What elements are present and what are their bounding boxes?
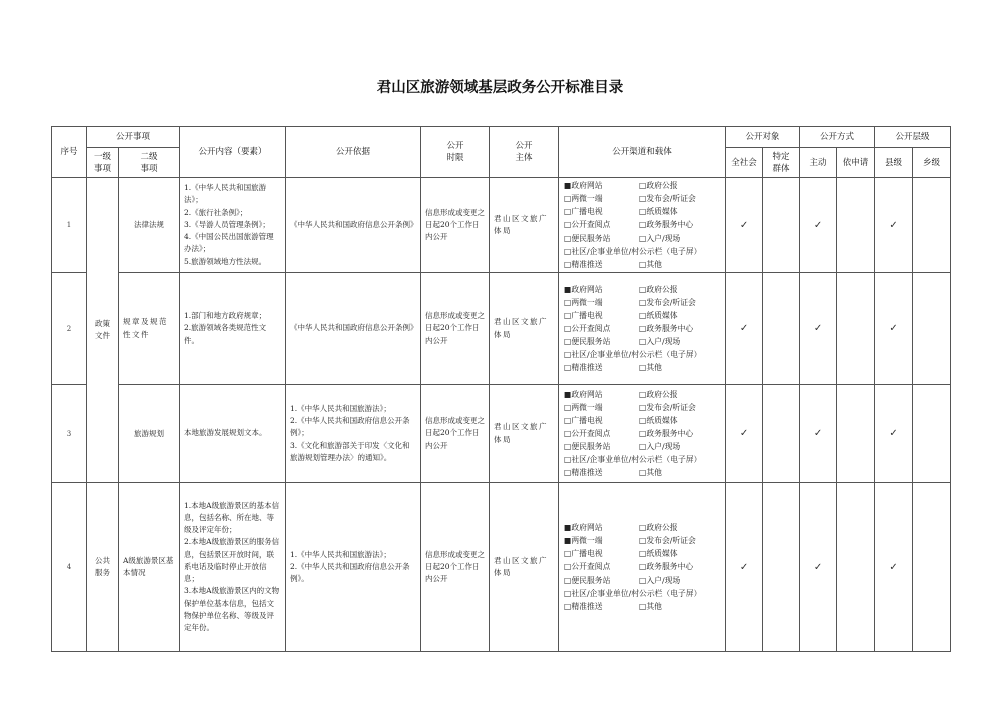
checkbox-icon: □	[564, 194, 572, 204]
channel-option-label: 公开查阅点	[571, 562, 611, 572]
check-mark	[837, 385, 875, 483]
row-level2: 法律法规	[119, 178, 180, 273]
checkbox-icon: □	[639, 536, 647, 546]
row-time: 信息形成或变更之日起20个工作日内公开	[421, 273, 490, 385]
checkbox-icon: □	[564, 337, 572, 347]
checkbox-icon: □	[564, 442, 572, 452]
channel-option-label: 广播电视	[571, 310, 603, 320]
row-basis: 1.《中华人民共和国旅游法》； 2.《中华人民共和国政府信息公开条例》。	[286, 483, 421, 652]
channel-option-line	[564, 600, 722, 613]
row-subject: 君山区文旅广体局	[490, 483, 559, 652]
channel-option-label: 政府网站	[571, 181, 603, 191]
check-mark	[837, 273, 875, 385]
channel-option-label: 社区/企事业单位/村公示栏（电子屏）	[571, 350, 702, 360]
channel-option	[564, 560, 639, 573]
channel-option-label: 两微一端	[571, 194, 603, 204]
channel-option	[564, 322, 639, 335]
channel-option-label: 公开查阅点	[571, 220, 611, 230]
channel-option-line	[564, 440, 722, 453]
check-mark: ✓	[875, 178, 913, 273]
checkbox-icon: □	[639, 415, 647, 425]
checkbox-icon: □	[639, 523, 647, 533]
channel-option	[564, 547, 639, 560]
check-mark	[913, 385, 951, 483]
channel-option-label: 政府网站	[571, 389, 603, 399]
checkbox-icon: □	[564, 310, 572, 320]
check-mark	[913, 273, 951, 385]
header-subject: 公开主体	[490, 127, 559, 178]
check-mark	[837, 178, 875, 273]
checkbox-icon: □	[639, 562, 647, 572]
channel-option-label: 公开查阅点	[571, 323, 611, 333]
check-mark: ✓	[726, 483, 763, 652]
channel-option-label: 两微一端	[571, 402, 603, 412]
checkbox-icon: □	[639, 575, 647, 585]
checkbox-icon: □	[639, 233, 647, 243]
header-mode: 公开方式	[800, 127, 875, 148]
channel-option-line	[564, 322, 722, 335]
checkbox-icon: □	[639, 181, 647, 191]
channel-option-line	[564, 534, 722, 547]
check-mark	[837, 483, 875, 652]
channel-option-label: 发布会/听证会	[646, 536, 696, 546]
header-target-specific: 特定群体	[763, 148, 800, 178]
channel-option-line	[564, 521, 722, 534]
checkbox-icon: □	[564, 297, 572, 307]
channel-option-label: 政府网站	[571, 284, 603, 294]
row-subject: 君山区文旅广体局	[490, 273, 559, 385]
channel-option-line	[564, 560, 722, 573]
check-mark	[913, 483, 951, 652]
row-basis: 1.《中华人民共和国旅游法》； 2.《中华人民共和国政府信息公开条例》； 3.《文化和旅游部关于印发〈文化和旅游规划管理办法〉的通知》。	[286, 385, 421, 483]
table-row	[52, 385, 951, 483]
header-channel: 公开渠道和载体	[559, 127, 726, 178]
channel-option-label: 入户/现场	[646, 337, 681, 347]
row-seq: 4	[52, 483, 87, 652]
header-seq: 序号	[52, 127, 87, 178]
channel-option	[564, 335, 639, 348]
row-time: 信息形成或变更之日起20个工作日内公开	[421, 483, 490, 652]
channel-option	[639, 322, 693, 335]
channel-option	[564, 232, 639, 245]
checkbox-icon: □	[564, 428, 572, 438]
check-mark	[913, 178, 951, 273]
checkbox-icon: □	[639, 468, 647, 478]
channel-option	[639, 401, 696, 414]
table-row	[52, 483, 951, 652]
channel-list	[559, 178, 726, 273]
channel-option	[639, 232, 680, 245]
checkbox-icon: □	[639, 207, 647, 217]
check-mark: ✓	[726, 178, 763, 273]
checkbox-icon: □	[564, 259, 572, 269]
checkbox-icon: □	[639, 442, 647, 452]
channel-option-label: 其他	[646, 259, 662, 269]
channel-option	[639, 258, 662, 271]
checkbox-icon: □	[564, 601, 572, 611]
channel-option-line	[564, 414, 722, 427]
channel-option-label: 入户/现场	[646, 442, 681, 452]
channel-option	[564, 600, 639, 613]
channel-option-line	[564, 179, 722, 192]
channel-option	[564, 192, 639, 205]
check-mark: ✓	[800, 178, 837, 273]
channel-option	[639, 388, 678, 401]
channel-option	[639, 427, 693, 440]
row-level1: 公共服务	[87, 483, 119, 652]
checkbox-icon: □	[639, 549, 647, 559]
channel-option-label: 纸质媒体	[646, 310, 678, 320]
channel-option	[639, 205, 678, 218]
channel-option	[639, 296, 696, 309]
checkbox-icon: □	[639, 363, 647, 373]
checkbox-icon: □	[639, 194, 647, 204]
row-content: 1.《中华人民共和国旅游法》； 2.《旅行社条例》； 3.《导游人员管理条例》； 4.《中国公民出国旅游管理办法》； 5.旅游领域地方性法规。	[180, 178, 286, 273]
header-basis: 公开依据	[286, 127, 421, 178]
checkbox-icon: □	[639, 284, 647, 294]
header-time: 公开时限	[421, 127, 490, 178]
channel-option-label: 其他	[646, 363, 662, 373]
channel-option-label: 其他	[646, 601, 662, 611]
channel-option	[564, 245, 701, 258]
checkbox-icon: □	[564, 350, 572, 360]
channel-option-label: 广播电视	[571, 415, 603, 425]
channel-option-label: 入户/现场	[646, 233, 681, 243]
checkbox-icon: □	[639, 389, 647, 399]
channel-option-line	[564, 335, 722, 348]
channel-option-label: 精准推送	[571, 468, 603, 478]
checkbox-icon: ■	[564, 523, 572, 533]
channel-option	[564, 258, 639, 271]
checkbox-icon: □	[564, 415, 572, 425]
catalog-table	[51, 126, 951, 652]
checkbox-icon: ■	[564, 284, 572, 294]
row-content: 1.本地A级旅游景区的基本信息，包括名称、所在地、等级及评定年份； 2.本地A级旅游景区的服务信息，包括景区开放时间，联系电话及临时停止开放信息； 3.本地A级旅游景区内的文物保护单位基本信息，包括文物保护单位名称、等级及评定年份。	[180, 483, 286, 652]
checkbox-icon: □	[564, 363, 572, 373]
channel-option-label: 政府公报	[646, 389, 678, 399]
checkbox-icon: □	[639, 428, 647, 438]
channel-option	[564, 401, 639, 414]
channel-option-label: 政府公报	[646, 284, 678, 294]
checkbox-icon: □	[564, 207, 572, 217]
header-level-township: 乡级	[913, 148, 951, 178]
checkbox-icon: □	[564, 562, 572, 572]
checkbox-icon: □	[564, 220, 572, 230]
channel-option	[639, 335, 680, 348]
row-time: 信息形成或变更之日起20个工作日内公开	[421, 385, 490, 483]
row-time: 信息形成或变更之日起20个工作日内公开	[421, 178, 490, 273]
channel-option	[564, 427, 639, 440]
checkbox-icon: □	[564, 575, 572, 585]
checkbox-icon: □	[564, 323, 572, 333]
channel-option-label: 广播电视	[571, 207, 603, 217]
checkbox-icon: □	[639, 323, 647, 333]
channel-option-label: 广播电视	[571, 549, 603, 559]
channel-option	[639, 534, 696, 547]
channel-option-line	[564, 232, 722, 245]
row-content: 本地旅游发展规划文本。	[180, 385, 286, 483]
channel-option-line	[564, 388, 722, 401]
header-level1: 一级事项	[87, 148, 119, 178]
channel-option-line	[564, 245, 722, 258]
checkbox-icon: □	[564, 549, 572, 559]
channel-option	[639, 283, 678, 296]
channel-option-checked	[564, 179, 639, 192]
channel-option-line	[564, 547, 722, 560]
row-level2: A级旅游景区基本情况	[119, 483, 180, 652]
channel-option-line	[564, 309, 722, 322]
checkbox-icon: ■	[564, 181, 572, 191]
check-mark: ✓	[800, 483, 837, 652]
channel-option-label: 两微一端	[571, 297, 603, 307]
header-mode-active: 主动	[800, 148, 837, 178]
row-content: 1.部门和地方政府规章； 2.旅游领域各类规范性文件。	[180, 273, 286, 385]
channel-option	[564, 414, 639, 427]
channel-option	[564, 348, 701, 361]
channel-option	[639, 309, 678, 322]
checkbox-icon: □	[639, 310, 647, 320]
channel-option-line	[564, 466, 722, 479]
check-mark: ✓	[800, 273, 837, 385]
channel-option	[564, 309, 639, 322]
row-level2: 规章及规范性文件	[119, 273, 180, 385]
channel-option	[564, 440, 639, 453]
channel-option-label: 便民服务站	[571, 575, 611, 585]
row-seq: 2	[52, 273, 87, 385]
header-level2: 二级事项	[119, 148, 180, 178]
checkbox-icon: □	[564, 233, 572, 243]
check-mark: ✓	[726, 273, 763, 385]
channel-option	[639, 600, 662, 613]
check-mark: ✓	[875, 483, 913, 652]
header-target-all: 全社会	[726, 148, 763, 178]
channel-option-label: 精准推送	[571, 363, 603, 373]
channel-option-label: 入户/现场	[646, 575, 681, 585]
row-subject: 君山区文旅广体局	[490, 385, 559, 483]
checkbox-icon: □	[639, 402, 647, 412]
check-mark	[763, 385, 800, 483]
header-level-county: 县级	[875, 148, 913, 178]
channel-option-label: 便民服务站	[571, 442, 611, 452]
checkbox-icon: □	[564, 455, 572, 465]
channel-option	[639, 179, 678, 192]
channel-option	[639, 560, 693, 573]
channel-option-label: 纸质媒体	[646, 415, 678, 425]
channel-option-line	[564, 401, 722, 414]
channel-option-line	[564, 218, 722, 231]
checkbox-icon: □	[564, 588, 572, 598]
channel-option-label: 便民服务站	[571, 337, 611, 347]
row-level1: 政策文件	[87, 178, 119, 483]
channel-option-label: 政府公报	[646, 523, 678, 533]
channel-option	[639, 547, 678, 560]
channel-option-label: 社区/企事业单位/村公示栏（电子屏）	[571, 455, 702, 465]
channel-option-label: 两微一端	[571, 536, 603, 546]
channel-option-line	[564, 205, 722, 218]
checkbox-icon: ■	[564, 389, 572, 399]
channel-option-label: 政务服务中心	[646, 323, 694, 333]
check-mark: ✓	[726, 385, 763, 483]
channel-option-label: 纸质媒体	[646, 549, 678, 559]
checkbox-icon: □	[564, 468, 572, 478]
channel-option	[564, 466, 639, 479]
channel-option	[639, 574, 680, 587]
channel-option-label: 发布会/听证会	[646, 402, 696, 412]
channel-option-checked	[564, 388, 639, 401]
channel-option-line	[564, 453, 722, 466]
header-target: 公开对象	[726, 127, 800, 148]
channel-option	[564, 218, 639, 231]
channel-option-label: 政府网站	[571, 523, 603, 533]
checkbox-icon: □	[639, 220, 647, 230]
channel-option-line	[564, 587, 722, 600]
check-mark: ✓	[875, 273, 913, 385]
channel-option-checked	[564, 534, 639, 547]
channel-option	[639, 521, 678, 534]
page-title: 君山区旅游领域基层政务公开标准目录	[376, 80, 624, 96]
channel-option-label: 精准推送	[571, 601, 603, 611]
channel-option	[564, 574, 639, 587]
channel-option	[639, 466, 662, 479]
check-mark: ✓	[875, 385, 913, 483]
channel-option-label: 政府公报	[646, 181, 678, 191]
table-row	[52, 273, 951, 385]
channel-option	[564, 587, 701, 600]
checkbox-icon: □	[639, 259, 647, 269]
channel-option-line	[564, 361, 722, 374]
checkbox-icon: □	[639, 337, 647, 347]
channel-option-label: 政务服务中心	[646, 428, 694, 438]
check-mark	[763, 178, 800, 273]
channel-option	[639, 218, 693, 231]
channel-option-label: 公开查阅点	[571, 428, 611, 438]
check-mark: ✓	[800, 385, 837, 483]
checkbox-icon: □	[564, 402, 572, 412]
channel-option-line	[564, 192, 722, 205]
channel-option	[639, 361, 662, 374]
channel-option-label: 社区/企事业单位/村公示栏（电子屏）	[571, 246, 702, 256]
channel-option-line	[564, 258, 722, 271]
channel-option-line	[564, 283, 722, 296]
checkbox-icon: □	[564, 246, 572, 256]
channel-option	[564, 296, 639, 309]
channel-list	[559, 385, 726, 483]
channel-option	[639, 440, 680, 453]
checkbox-icon: □	[639, 297, 647, 307]
channel-option	[639, 414, 678, 427]
header-level: 公开层级	[875, 127, 951, 148]
channel-option-label: 社区/企事业单位/村公示栏（电子屏）	[571, 588, 702, 598]
channel-option-label: 便民服务站	[571, 233, 611, 243]
check-mark	[763, 483, 800, 652]
channel-list	[559, 273, 726, 385]
header-content: 公开内容（要素）	[180, 127, 286, 178]
channel-option-label: 发布会/听证会	[646, 194, 696, 204]
row-basis: 《中华人民共和国政府信息公开条例》	[286, 273, 421, 385]
channel-option-checked	[564, 521, 639, 534]
channel-option	[564, 453, 701, 466]
channel-option-label: 发布会/听证会	[646, 297, 696, 307]
row-basis: 《中华人民共和国政府信息公开条例》	[286, 178, 421, 273]
channel-option-line	[564, 296, 722, 309]
row-seq: 1	[52, 178, 87, 273]
channel-list	[559, 483, 726, 652]
row-seq: 3	[52, 385, 87, 483]
channel-option-label: 政务服务中心	[646, 562, 694, 572]
channel-option-label: 精准推送	[571, 259, 603, 269]
channel-option	[564, 361, 639, 374]
channel-option	[639, 192, 696, 205]
channel-option-label: 其他	[646, 468, 662, 478]
header-matter: 公开事项	[87, 127, 180, 148]
checkbox-icon: □	[639, 601, 647, 611]
channel-option-label: 政务服务中心	[646, 220, 694, 230]
check-mark	[763, 273, 800, 385]
header-mode-apply: 依申请	[837, 148, 875, 178]
channel-option	[564, 205, 639, 218]
channel-option-line	[564, 348, 722, 361]
channel-option-line	[564, 427, 722, 440]
table-row	[52, 178, 951, 273]
channel-option-checked	[564, 283, 639, 296]
row-subject: 君山区文旅广体局	[490, 178, 559, 273]
channel-option-line	[564, 574, 722, 587]
channel-option-label: 纸质媒体	[646, 207, 678, 217]
checkbox-icon: ■	[564, 536, 572, 546]
row-level2: 旅游规划	[119, 385, 180, 483]
